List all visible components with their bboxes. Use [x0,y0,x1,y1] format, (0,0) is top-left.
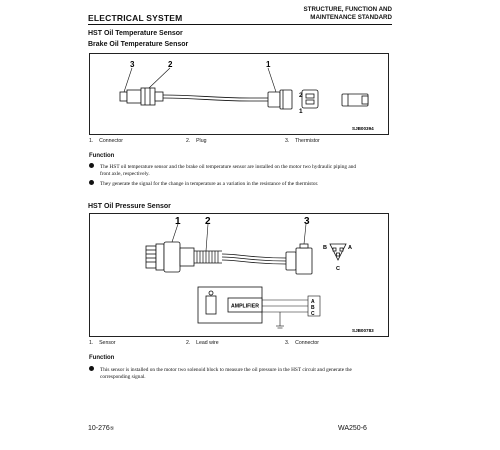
callout-3: 3 [304,216,310,227]
terminal-b: B [311,305,315,311]
caption2-text1: Sensor [99,340,116,346]
temperature-sensor-drawing [90,54,388,134]
caption2-item2 [186,340,219,346]
footer-model: WA250-6 [338,425,367,432]
pin-label-1: 1 [299,108,303,115]
function2-heading: Function [89,355,115,361]
caption1-text3: Thermistor [295,138,320,144]
figure2-code: SJB00783 [352,328,374,333]
callout-2: 2 [205,216,211,227]
function1-bullet2 [89,180,399,188]
caption2-item1 [89,340,116,346]
section2-title: HST Oil Pressure Sensor [88,203,171,210]
thermistor-tip [120,92,127,101]
caption2-num1: 1. [89,340,94,346]
callout-1: 1 [266,60,271,69]
caption2-text3: Connector [295,340,320,346]
footer-page-mark: ⑤ [109,426,115,432]
function2-bullet1-line2: corresponding signal. [100,374,146,381]
bullet-dot [89,163,94,168]
caption1-item2 [186,138,206,144]
header-chapter-title [304,6,392,22]
pressure-sensor-figure [89,213,389,337]
temperature-sensor-figure [89,53,389,135]
function1-bullet1-line1: The HST oil temperature sensor and the brake oil temperature sensor are installed on the motor two hydraulic piping and [100,164,356,170]
plug-hex [141,88,155,105]
function2-bullet1-line1: This sensor is installed on the motor two solenoid block to measure the oil pressure in the HST circuit and generate the [100,367,352,373]
caption1-item1 [89,138,123,144]
sensor-port [146,246,156,268]
header-chapter-line1: STRUCTURE, FUNCTION AND [303,6,392,13]
pressure-sensor-drawing [90,214,388,336]
amplifier-label: AMPLIFIER [231,303,259,310]
sensor-nut [127,90,141,103]
caption1-text1: Connector [99,138,124,144]
function2-bullet1 [89,366,399,382]
bullet-dot [89,180,94,185]
header-section-title: ELECTRICAL SYSTEM [88,13,183,23]
caption2-item3 [285,340,319,346]
pin-letter-b: B [323,245,327,251]
function1-heading: Function [89,153,115,159]
function1-bullet1-line2: front axle, respectively. [100,171,150,178]
caption1-num1: 1. [89,138,94,144]
caption1-text2: Plug [196,138,207,144]
callout-1: 1 [175,216,181,227]
terminal-a: A [311,299,315,305]
pin-letter-a: A [348,245,352,251]
section1-subtitle: Brake Oil Temperature Sensor [88,41,189,48]
pin-label-2: 2 [299,92,303,99]
section1-title: HST Oil Temperature Sensor [88,30,183,37]
caption2-text2: Lead wire [196,340,219,346]
caption1-item3 [285,138,320,144]
header-chapter-line2: MAINTENANCE STANDARD [310,14,392,21]
function1-bullet1 [89,163,399,179]
caption1-num3: 3. [285,138,290,144]
sensor-flange [156,244,164,270]
sensor-body [164,242,180,272]
terminal-c: C [311,311,315,317]
footer-page: 10-276 [88,425,110,432]
callout-2: 2 [168,60,173,69]
figure1-code: SJB00394 [352,126,374,131]
footer-page-number [88,425,114,432]
caption1-num2: 2. [186,138,191,144]
caption2-num2: 2. [186,340,191,346]
callout-3: 3 [130,60,135,69]
header-rule [88,24,392,25]
pin-letter-c: C [336,266,340,272]
sensor-neck [180,248,194,266]
bullet-dot [89,366,94,371]
caption2-num3: 3. [285,340,290,346]
function1-bullet2-line1: They generate the signal for the change in temperature as a variation in the resistance of the thermistor. [100,181,319,187]
